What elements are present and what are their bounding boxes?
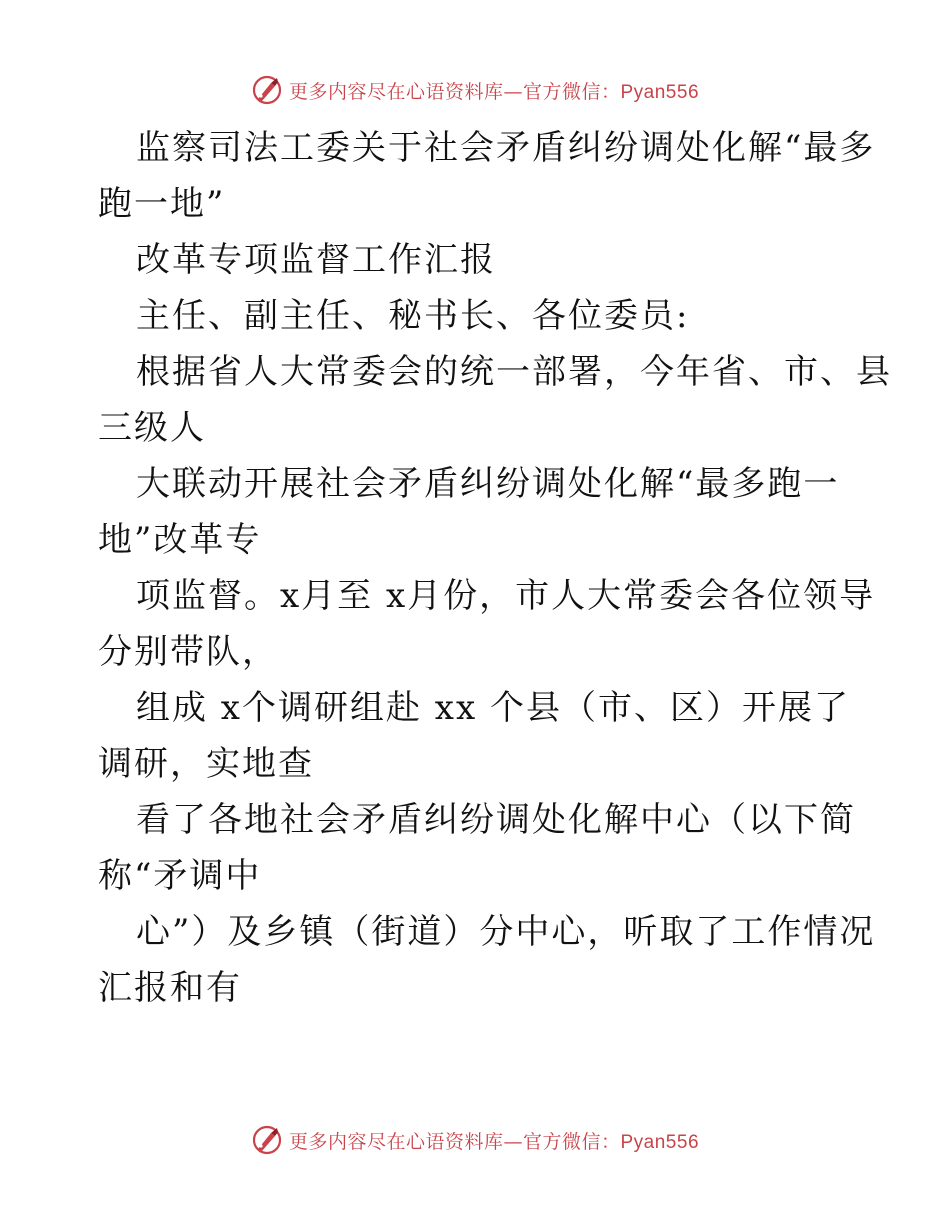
text-line: 三级人 [98, 408, 206, 448]
watermark-text: 更多内容尽在心语资料库—官方微信：Pyan556 [288, 80, 700, 103]
text-line: 心”）及乡镇（街道）分中心，听取了工作情况 [136, 912, 876, 952]
quill-pen-logo-icon [251, 1124, 283, 1156]
text-line: 改革专项监督工作汇报 [136, 240, 496, 280]
text-line: 根据省人大常委会的统一部署，今年省、市、县 [136, 352, 892, 392]
header-watermark [0, 70, 950, 110]
text-line: 组成 x个调研组赴 xx 个县（市、区）开展了 [136, 688, 850, 728]
text-line: 调研，实地查 [98, 744, 314, 784]
text-line: 大联动开展社会矛盾纠纷调处化解“最多跑一 [136, 464, 840, 504]
text-line: 称“矛调中 [98, 856, 262, 896]
text-line: 项监督。x月至 x月份，市人大常委会各位领导 [136, 576, 876, 616]
footer-watermark [0, 1120, 950, 1160]
text-line: 监察司法工委关于社会矛盾纠纷调处化解“最多 [136, 128, 876, 168]
text-line: 汇报和有 [98, 968, 242, 1008]
text-line: 分别带队， [98, 632, 278, 672]
document-body [98, 120, 892, 1016]
text-line: 主任、副主任、秘书长、各位委员: [136, 296, 690, 336]
text-line: 看了各地社会矛盾纠纷调处化解中心（以下简 [136, 800, 856, 840]
text-line: 跑一地” [98, 184, 226, 224]
quill-pen-logo-icon [251, 74, 283, 106]
text-line: 地”改革专 [98, 520, 262, 560]
watermark-text: 更多内容尽在心语资料库—官方微信：Pyan556 [288, 1130, 700, 1153]
